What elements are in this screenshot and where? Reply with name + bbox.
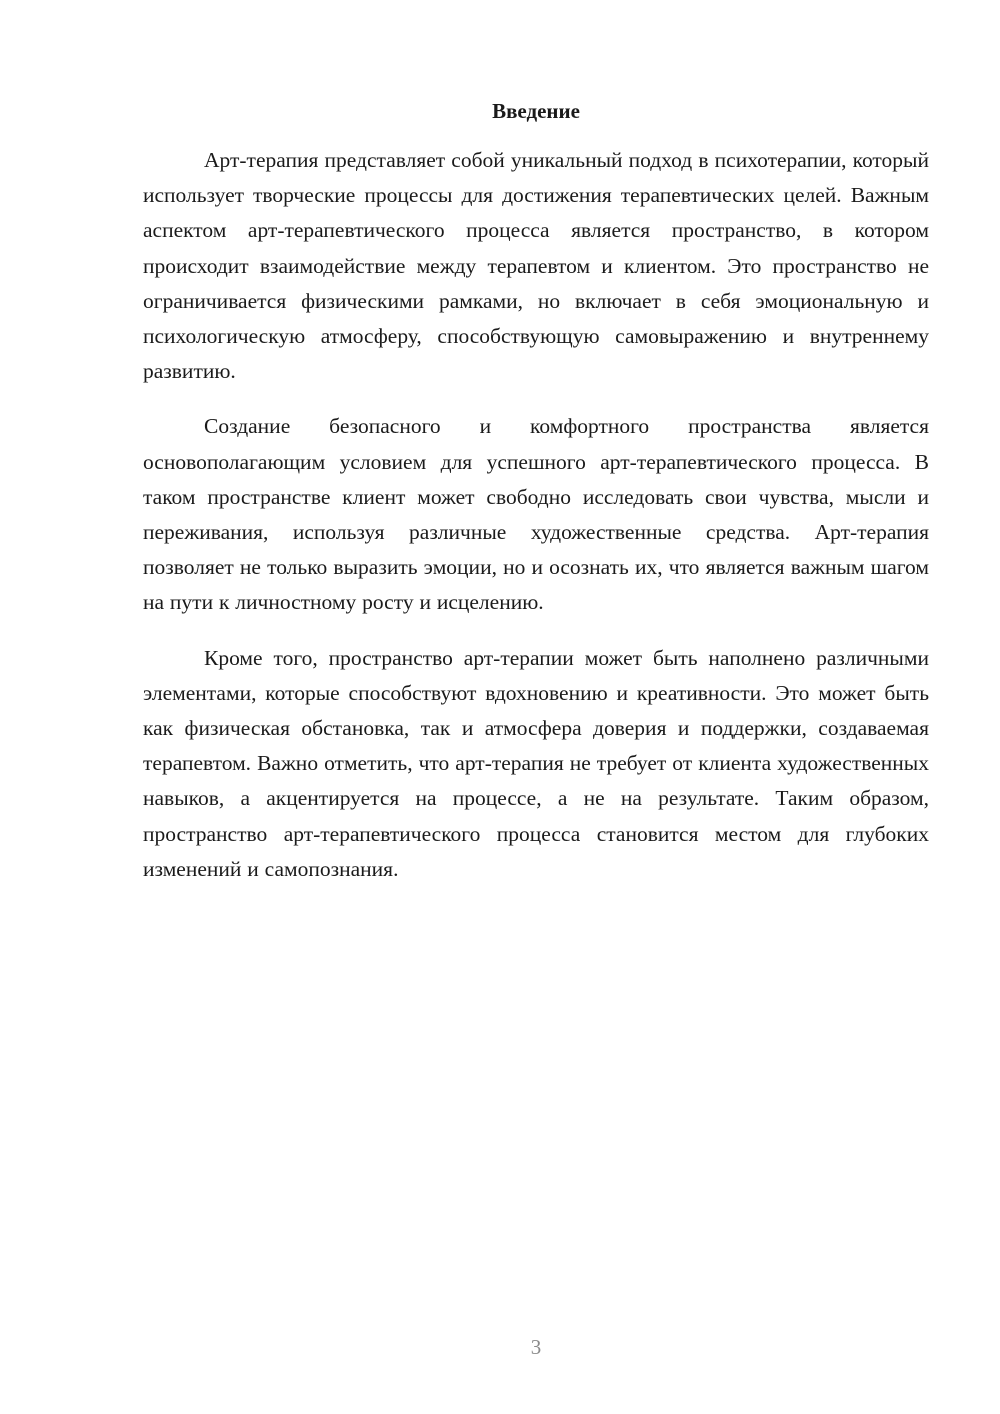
paragraph-3: Кроме того, пространство арт-терапии может быть наполнено различными элементами, которые способствуют вдохновению и креативности. Это может быть как физическая обстановка, так и атмосфера доверия и поддержки, создаваемая терапевтом. Важно отметить, что арт-терапия не требует от клиента художественных навыков, а акцентируется на процессе, а не на результате. Таким образом, пространство арт-терапевтического процесса становится местом для глубоких изменений и самопознания.: [143, 645, 929, 881]
paragraph-2: Создание безопасного и комфортного пространства является основополагающим условием для успешного арт-терапевтического процесса. В таком пространстве клиент может свободно исследовать свои чувства, мысли и переживания, используя различные художественные средства. Арт-терапия позволяет не только выразить эмоции, но и осознать их, что является важным шагом на пути к личностному росту и исцелению.: [143, 414, 929, 615]
document-body: [143, 143, 929, 907]
page-number: 3: [530, 1335, 542, 1359]
paragraph-1: Арт-терапия представляет собой уникальный подход в психотерапии, который использует творческие процессы для достижения терапевтических целей. Важным аспектом арт-терапевтического процесса является пространство, в котором происходит взаимодействие между терапевтом и клиентом. Это пространство не ограничивается физическими рамками, но включает в себя эмоциональную и психологическую атмосферу, способствующую самовыражению и внутреннему развитию.: [143, 148, 929, 384]
page-title: Введение: [492, 99, 580, 123]
